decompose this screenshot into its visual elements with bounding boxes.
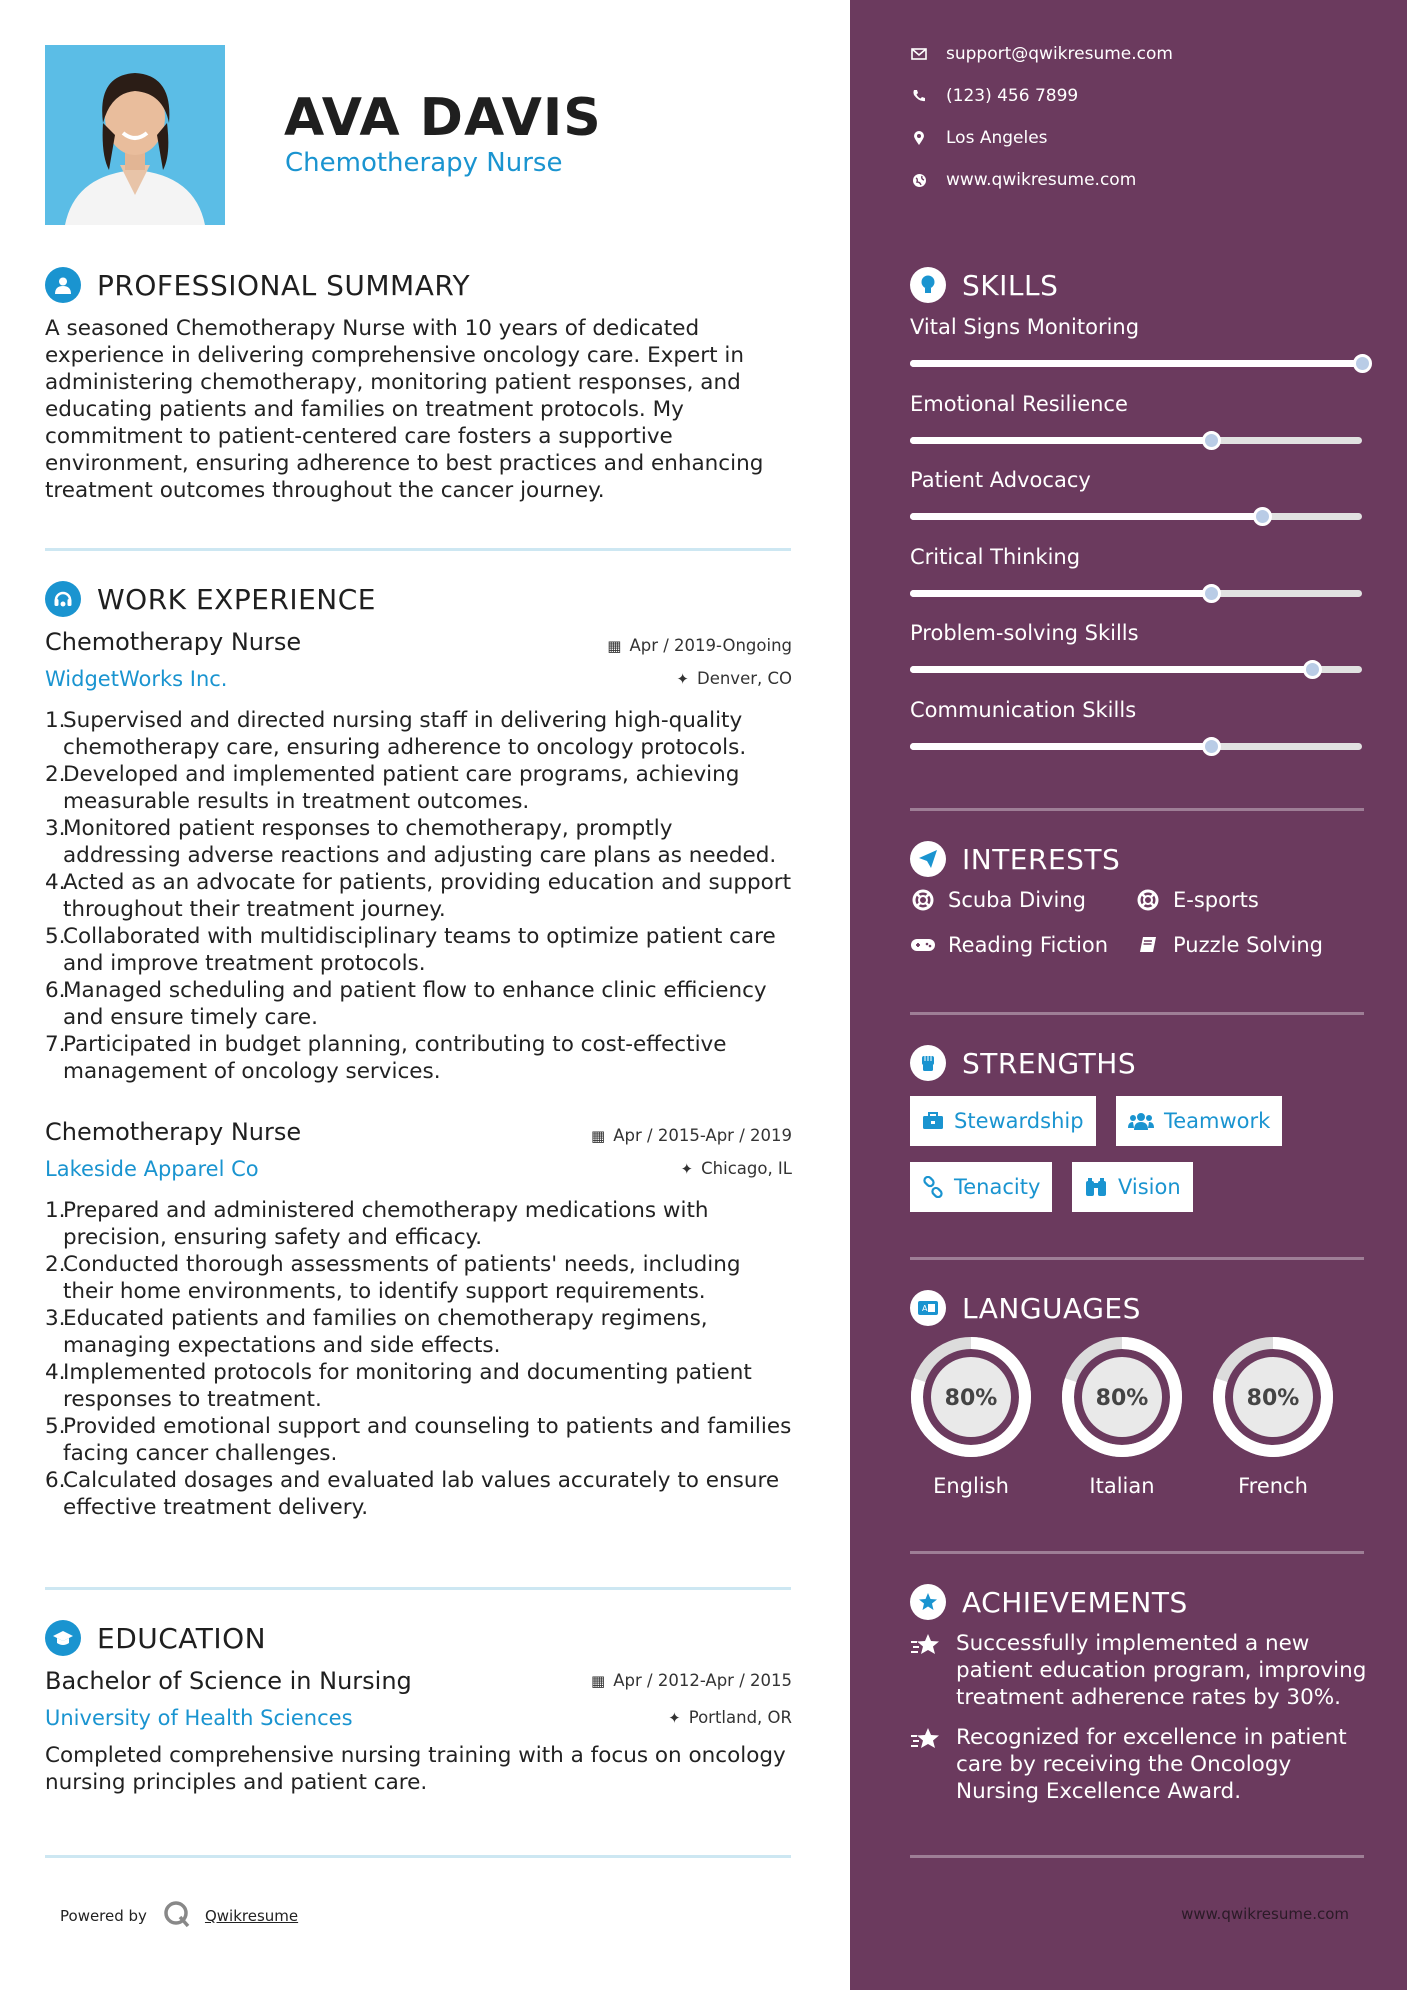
summary-title: PROFESSIONAL SUMMARY	[97, 268, 471, 302]
achievement-text: Recognized for excellence in patient care by receiving the Oncology Nursing Excellence Award.	[956, 1725, 1347, 1804]
language-item	[1212, 1336, 1334, 1498]
list-item: 5. Collaborated with multidisciplinary teams to optimize patient care and improve treatment protocols.	[45, 924, 776, 976]
profile-photo	[45, 45, 225, 225]
job-2-company: Lakeside Apparel Co	[45, 1157, 259, 1181]
summary-heading	[45, 267, 470, 303]
candidate-name: AVA DAVIS	[284, 88, 602, 148]
language-icon	[910, 1290, 946, 1326]
list-item: 5. Provided emotional support and counseling to patients and families facing cancer challenges.	[45, 1414, 792, 1466]
language-percent: 80%	[1246, 1386, 1300, 1411]
languages-heading	[910, 1290, 1141, 1326]
language-name: English	[933, 1474, 1009, 1498]
language-percent: 80%	[944, 1386, 998, 1411]
calendar-icon: ▦	[591, 1671, 606, 1690]
divider	[45, 548, 791, 551]
contact-email	[910, 44, 1173, 64]
language-item	[1061, 1336, 1183, 1498]
language-item	[910, 1336, 1032, 1498]
divider	[45, 1855, 791, 1858]
job-2-dates	[591, 1126, 792, 1145]
strength-label: Teamwork	[1164, 1109, 1271, 1133]
interest-label: Puzzle Solving	[1173, 933, 1323, 957]
education-school: University of Health Sciences	[45, 1706, 353, 1730]
skill-label: Problem-solving Skills	[910, 621, 1139, 645]
list-item: 4. Implemented protocols for monitoring and documenting patient responses to treatment.	[45, 1360, 752, 1412]
skill-label: Critical Thinking	[910, 544, 1081, 569]
binoculars-icon	[1084, 1177, 1108, 1197]
powered-by-label: Powered by	[60, 1907, 147, 1925]
user-icon	[45, 267, 81, 303]
contact-location-text: Los Angeles	[946, 128, 1048, 148]
strength-stewardship	[910, 1096, 1096, 1146]
strength-label: Vision	[1118, 1175, 1181, 1199]
phone-icon	[910, 89, 928, 103]
headset-icon	[45, 581, 81, 617]
job-1-duties	[45, 707, 795, 1085]
footer-url[interactable]: www.qwikresume.com	[1181, 1905, 1349, 1923]
education-dates	[591, 1671, 792, 1690]
language-name: French	[1238, 1474, 1308, 1498]
strength-tenacity	[910, 1162, 1052, 1212]
interest-item-0	[910, 888, 1086, 912]
language-name: Italian	[1089, 1474, 1155, 1498]
skill-bar	[910, 360, 1362, 367]
job-1-company: WidgetWorks Inc.	[45, 667, 228, 691]
contact-phone	[910, 86, 1078, 106]
contact-location	[910, 128, 1048, 148]
experience-heading	[45, 581, 376, 617]
achievements-heading	[910, 1584, 1188, 1620]
skill-bar-fill	[910, 360, 1362, 367]
interest-item-1	[1135, 888, 1259, 912]
lightbulb-icon	[910, 267, 946, 303]
language-ring	[1212, 1336, 1334, 1458]
divider	[910, 808, 1364, 811]
pin-icon: ✦	[676, 669, 689, 688]
list-item: 3. Monitored patient responses to chemotherapy, promptly addressing adverse reactions and adjusting care plans as needed.	[45, 816, 777, 868]
star-icon	[910, 1632, 942, 1711]
list-item: 6. Managed scheduling and patient flow to enhance clinic efficiency and ensure timely care.	[45, 978, 767, 1030]
paper-plane-icon	[910, 841, 946, 877]
divider	[910, 1012, 1364, 1015]
achievement-item-0	[910, 1630, 1370, 1711]
strengths-heading	[910, 1045, 1136, 1081]
list-item: 2. Conducted thorough assessments of patients' needs, including their home environments, to identify support requirements.	[45, 1252, 741, 1304]
education-location	[668, 1708, 792, 1727]
pin-icon: ✦	[680, 1159, 694, 1178]
skills-title: SKILLS	[962, 268, 1059, 302]
job-1-dates-text: Apr / 2019-Ongoing	[629, 636, 792, 655]
list-item: 6. Calculated dosages and evaluated lab values accurately to ensure effective treatment delivery.	[45, 1468, 780, 1520]
skill-bar	[910, 743, 1362, 750]
skill-bar-knob	[1202, 737, 1221, 756]
job-2-dates-text: Apr / 2015-Apr / 2019	[613, 1126, 792, 1145]
book-icon	[1135, 935, 1161, 955]
strengths-title: STRENGTHS	[962, 1046, 1137, 1080]
contact-email-text[interactable]: support@qwikresume.com	[946, 44, 1173, 64]
skill-bar-fill	[910, 437, 1211, 444]
skill-label: Emotional Resilience	[910, 391, 1128, 416]
achievement-item-1	[910, 1724, 1370, 1805]
interest-label: Reading Fiction	[948, 933, 1109, 957]
divider	[910, 1855, 1364, 1858]
skill-bar-fill	[910, 513, 1262, 520]
skill-bar	[910, 590, 1362, 597]
contact-website-text[interactable]: www.qwikresume.com	[946, 170, 1137, 190]
skill-bar	[910, 513, 1362, 520]
sidebar	[850, 0, 1407, 1990]
candidate-title: Chemotherapy Nurse	[285, 148, 563, 178]
job-2-duties	[45, 1197, 795, 1521]
interest-item-2	[910, 933, 1108, 957]
qwikresume-link[interactable]: Qwikresume	[204, 1907, 299, 1925]
svg-text:A: A	[922, 1304, 928, 1313]
education-degree: Bachelor of Science in Nursing	[45, 1667, 412, 1695]
interests-title: INTERESTS	[962, 842, 1121, 876]
divider	[910, 1257, 1364, 1260]
job-2-title: Chemotherapy Nurse	[45, 1118, 302, 1146]
divider	[45, 1587, 791, 1590]
skill-bar-fill	[910, 743, 1211, 750]
education-title: EDUCATION	[97, 1621, 267, 1655]
calendar-icon: ▦	[591, 1126, 606, 1145]
strength-teamwork	[1116, 1096, 1282, 1146]
contact-phone-text: (123) 456 7899	[946, 86, 1079, 106]
interest-label: Scuba Diving	[948, 888, 1086, 912]
graduation-cap-icon	[45, 1620, 81, 1656]
education-location-text: Portland, OR	[688, 1708, 792, 1727]
envelope-icon	[910, 48, 928, 60]
job-1-title: Chemotherapy Nurse	[45, 628, 302, 656]
achievements-title: ACHIEVEMENTS	[962, 1585, 1188, 1619]
powered-by	[60, 1900, 298, 1932]
strength-label: Stewardship	[954, 1109, 1084, 1133]
achievement-text: Successfully implemented a new patient education program, improving treatment adherence rates by 30%.	[956, 1631, 1367, 1710]
language-ring	[910, 1336, 1032, 1458]
skill-bar-knob	[1202, 584, 1221, 603]
list-item: 1. Supervised and directed nursing staff in delivering high-quality chemotherapy care, ensuring adherence to oncology protocols.	[45, 708, 747, 760]
skill-bar-knob	[1202, 431, 1221, 450]
job-1-location	[676, 669, 792, 688]
summary-text: A seasoned Chemotherapy Nurse with 10 years of dedicated experience in delivering comprehensive oncology care. Expert in administering chemotherapy, monitoring patient responses, and educating patients and families on treatment protocols. My commitment to patient-centered care fosters a supportive environment, ensuring adherence to best practices and enhancing treatment outcomes throughout the cancer journey.	[45, 316, 764, 503]
skill-bar-knob	[1353, 354, 1372, 373]
skill-bar-fill	[910, 590, 1211, 597]
pin-icon: ✦	[668, 1708, 681, 1727]
fist-icon	[910, 1045, 946, 1081]
list-item: 4. Acted as an advocate for patients, providing education and support throughout their treatment journey.	[45, 870, 792, 922]
list-item: 2. Developed and implemented patient care programs, achieving measurable results in treatment outcomes.	[45, 762, 740, 814]
language-ring	[1061, 1336, 1183, 1458]
star-badge-icon	[910, 1584, 946, 1620]
skill-bar-knob	[1303, 660, 1322, 679]
qwikresume-logo-icon	[163, 1900, 191, 1932]
lifebuoy-icon	[1135, 889, 1161, 911]
link-icon	[922, 1176, 944, 1198]
location-pin-icon	[910, 130, 928, 146]
globe-icon	[910, 173, 928, 188]
education-heading	[45, 1620, 266, 1656]
skill-bar-knob	[1253, 507, 1272, 526]
languages-title: LANGUAGES	[962, 1291, 1141, 1325]
skill-bar-fill	[910, 666, 1312, 673]
skill-bar	[910, 666, 1362, 673]
users-icon	[1128, 1112, 1154, 1130]
skill-label: Patient Advocacy	[910, 468, 1091, 492]
skill-label: Vital Signs Monitoring	[910, 315, 1140, 339]
language-percent: 80%	[1095, 1386, 1149, 1411]
star-icon	[910, 1726, 942, 1805]
lifebuoy-icon	[910, 889, 936, 911]
skills-heading	[910, 267, 1058, 303]
list-item: 7. Participated in budget planning, contributing to cost-effective management of oncology services.	[45, 1032, 727, 1084]
skill-label: Communication Skills	[910, 697, 1137, 722]
interest-label: E-sports	[1173, 888, 1259, 912]
strength-vision	[1072, 1162, 1193, 1212]
job-2-location-text: Chicago, IL	[701, 1159, 792, 1178]
briefcase-icon	[922, 1112, 944, 1130]
experience-title: WORK EXPERIENCE	[97, 582, 376, 616]
job-2-location	[681, 1159, 792, 1178]
education-text: Completed comprehensive nursing training with a focus on oncology nursing principles and patient care.	[45, 1743, 786, 1795]
job-1-dates	[607, 636, 792, 655]
contact-website	[910, 170, 1136, 190]
education-dates-text: Apr / 2012-Apr / 2015	[613, 1671, 792, 1690]
gamepad-icon	[910, 937, 936, 953]
strength-label: Tenacity	[954, 1175, 1041, 1199]
list-item: 1. Prepared and administered chemotherapy medications with precision, ensuring safety and efficacy.	[45, 1198, 709, 1250]
skill-bar	[910, 437, 1362, 444]
interests-heading	[910, 841, 1120, 877]
job-1-location-text: Denver, CO	[696, 669, 792, 688]
interest-item-3	[1135, 933, 1323, 957]
calendar-icon: ▦	[607, 636, 622, 655]
divider	[910, 1551, 1364, 1554]
list-item: 3. Educated patients and families on chemotherapy regimens, managing expectations and side effects.	[45, 1306, 708, 1358]
